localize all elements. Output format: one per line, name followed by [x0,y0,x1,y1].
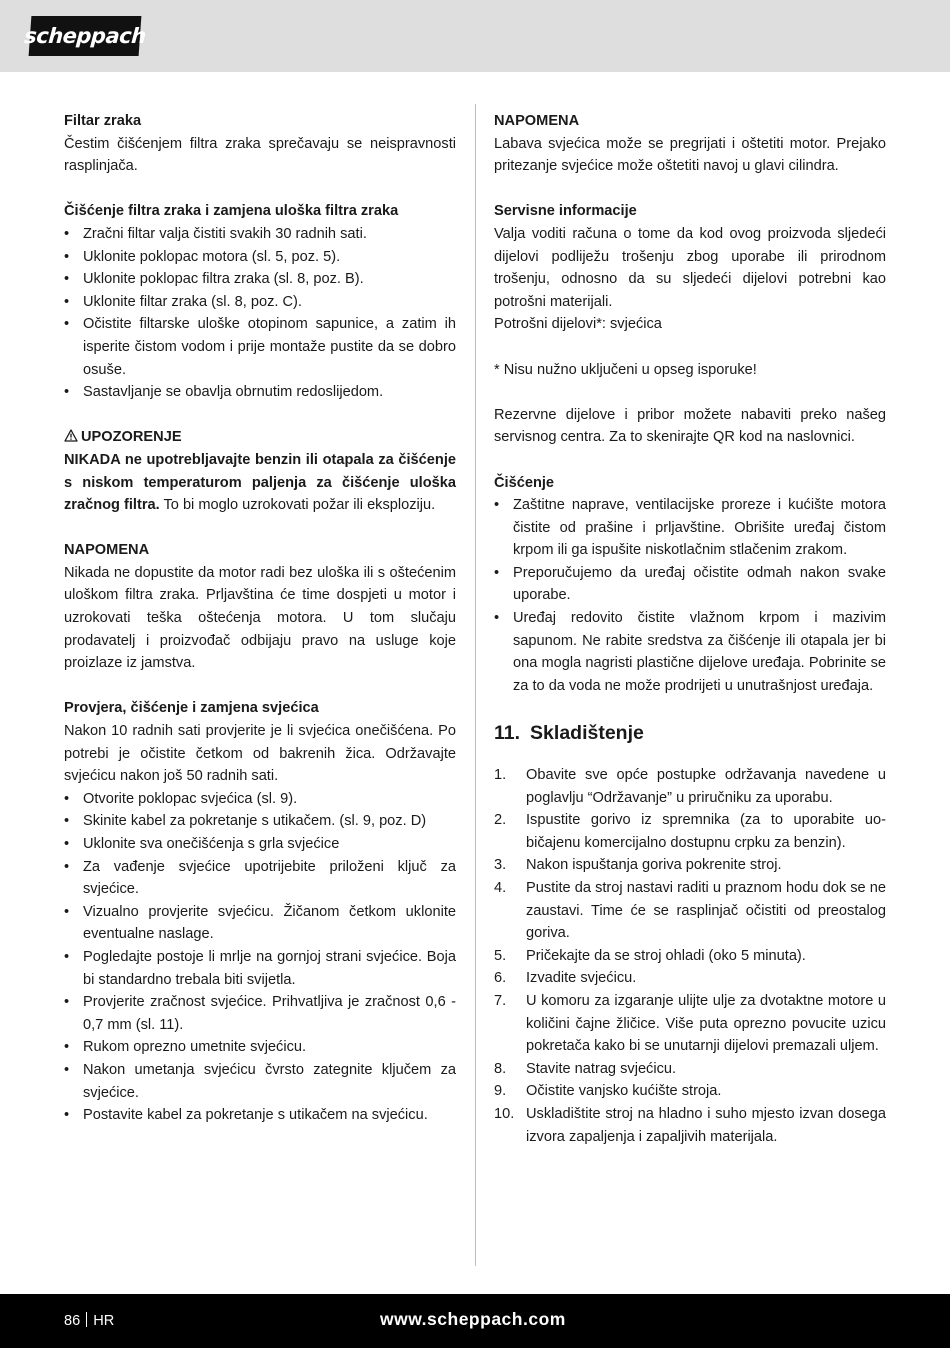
list-item: • Uklonite poklopac filtra zraka (sl. 8, poz. B). [64,268,456,291]
list-item: • Otvorite poklopac svjećica (sl. 9). [64,788,456,811]
warning-bold-text: NIKADA ne upotrebljavajte benzin ili otapala za čišćenje s niskom temperaturom paljenja za čišćenje uloška zračnog filtra. [64,451,456,514]
list-item: • Uređaj redovito čistite vlažnom krpom i mazivim sapunom. Ne rabite sredstva za čišćenje ili otapala jer bi ona mogla nagristi plastične dijelove uređaja. Pobrinite se za to da voda ne može prodrijeti u unutrašnjost uređaja. [494,607,886,697]
note-text: Labava svjećica može se pregrijati i oštetiti motor. Prejako pritezanje svjećice može oštetiti navoj u glavi cilindra. [494,135,886,175]
list-item: • Uklonite filtar zraka (sl. 8, poz. C). [64,291,456,314]
warning-section [64,426,456,516]
air-filter-text: Čestim čišćenjem filtra zraka sprečavaju se neispravnosti rasplinjača. [64,135,456,175]
list-item: 2. Ispustite gorivo iz spremnika (za to uporabite uobičajenu komercijalno dostupnu crpku za benzin). [494,812,886,851]
footer-bar [0,1294,950,1348]
warning-plain-text: To bi moglo uzrokovati požar ili eksploziju. [159,497,436,514]
list-item: • Zaštitne naprave, ventilacijske proreze i kućište motora čistite od prašine i prljavštine. Obrišite uređaj čistom krpom ili ga ispušite niskotlačnim stlačenim zrakom. [494,494,886,562]
list-item: • Za vađenje svjećice upotrijebite priloženi ključ za svjećice. [64,856,456,901]
warning-triangle-icon [64,429,78,442]
note-title: NAPOMENA [64,542,150,559]
air-filter-title: Filtar zraka [64,113,142,129]
page-indicator [64,1310,114,1332]
column-divider [475,104,476,1266]
service-text: Valja voditi računa o tome da kod ovog proizvoda sljedeći dijelovi podliježu trošenju zbog uporabe ili prirodnom trošenju, odnosno da su sljedeći dijelovi potrebni kao potrošni materijali. [494,225,886,310]
list-item: • Zračni filtar valja čistiti svakih 30 radnih sati. [64,223,456,246]
list-item: • Uklonite poklopac motora (sl. 5, poz. 5). [64,246,456,269]
list-item: 9. Očistite vanjsko kućište stroja. [494,1083,722,1100]
list-item: 5. Pričekajte da se stroj ohladi (oko 5 minuta). [494,947,806,964]
list-item: • Sastavljanje se obavlja obrnutim redoslijedom. [64,381,456,404]
header-bar [0,0,950,72]
list-item: 3. Nakon ispuštanja goriva pokrenite stroj. [494,857,782,874]
list-item: • Preporučujemo da uređaj očistite odmah nakon svake uporabe. [494,562,886,607]
spare-parts-text: Rezervne dijelove i pribor možete nabaviti preko našeg servisnog centra. Za to skenirajte QR kod na naslovnici. [494,406,886,446]
page-separator [86,1312,87,1327]
air-filter-cleaning-section [64,200,456,403]
spark-plug-text: Nakon 10 radnih sati provjerite je li svjećica onečišćena. Po potrebi je očistite četkom od bakrenih žica. Održavajte svjećicu nakon još 50 radnih sati. [64,723,456,785]
language-code: HR [93,1313,115,1329]
cleaning-list [494,494,886,697]
list-item: 10. Uskladištite stroj na hladno i suho mjesto izvan dosega izvora zapaljenja i zapaljivih materijala. [494,1105,886,1145]
air-filter-section [64,110,456,178]
list-item: 4. Pustite da stroj nastavi raditi u praznom hodu dok se ne zaustavi. Time će se rasplinjač očistiti od preostalog goriva. [494,880,886,942]
storage-number: 11. [494,722,521,745]
list-item: • Vizualno provjerite svjećicu. Žičanom četkom uklonite eventualne naslage. [64,901,456,946]
website-url: www.scheppach.com [380,1309,566,1329]
list-item: 8. Stavite natrag svjećicu. [494,1060,677,1077]
storage-title: Skladištenje [530,722,644,745]
warning-text [64,449,456,517]
consumables-text: Potrošni dijelovi*: svjećica [494,316,662,333]
warning-title: UPOZORENJE [64,426,456,449]
spark-plug-list [64,788,456,1127]
note-text: Nikada ne dopustite da motor radi bez uloška ili s oštećenim uloškom filtra zraka. Prljavština će time dospjeti u motor i uzrokovati teška oštećenja motora. U tom slučaju prodavatelj i proizvođač odbijaju pravo na usluge koje proizlaze iz jamstva. [64,564,456,672]
note-title: NAPOMENA [494,113,580,129]
page-number: 86 [64,1313,81,1329]
service-title: Servisne informacije [494,203,637,220]
list-item: 6. Izvadite svjećicu. [494,970,637,987]
spare-parts-section [494,404,886,449]
storage-list [494,764,886,1148]
list-item: • Postavite kabel za pokretanje s utikačem na svjećicu. [64,1104,456,1127]
list-item: • Nakon umetanja svjećicu čvrsto zategnite ključem za svjećice. [64,1059,456,1104]
cleaning-title: Čišćenje [494,474,555,491]
list-item: 7. U komoru za izgaranje ulijte ulje za dvotaktne motore u količini čajne žličice. Više puta oprezno povucite uzicu pokretača kako bi se unutarnji dijelovi premazali uljem. [494,992,886,1055]
right-column [494,110,886,1148]
spark-plug-section [64,697,456,1126]
note-section-right [494,110,886,178]
footnote: * Nisu nužno uključeni u opseg isporuke! [494,361,757,378]
list-item: • Rukom oprezno umetnite svjećicu. [64,1036,456,1059]
list-item: 1. Obavite sve opće postupke održavanja navedene u poglavlju “Održavanje” u priručniku za uporabu. [494,767,886,806]
service-section [494,200,886,336]
air-filter-cleaning-title: Čišćenje filtra zraka i zamjena uloška filtra zraka [64,203,399,220]
air-filter-cleaning-list [64,223,456,404]
note-section [64,539,456,675]
list-item: • Pogledajte postoje li mrlje na gornjoj strani svjećice. Boja bi standardno trebala biti svijetla. [64,946,456,991]
list-item: • Provjerite zračnost svjećice. Prihvatljiva je zračnost 0,6 - 0,7 mm (sl. 11). [64,991,456,1036]
left-column [64,110,456,1149]
spark-plug-title: Provjera, čišćenje i zamjena svjećica [64,700,319,717]
storage-heading [494,720,886,746]
list-item: • Skinite kabel za pokretanje s utikačem. (sl. 9, poz. D) [64,810,456,833]
cleaning-section [494,472,886,698]
list-item: • Očistite filtarske uloške otopinom sapunice, a zatim ih isperite čistom vodom i prije montaže pustite da se dobro osuše. [64,313,456,381]
list-item: • Uklonite sva onečišćenja s grla svjećice [64,833,456,856]
brand-logo: scheppach [29,16,142,56]
